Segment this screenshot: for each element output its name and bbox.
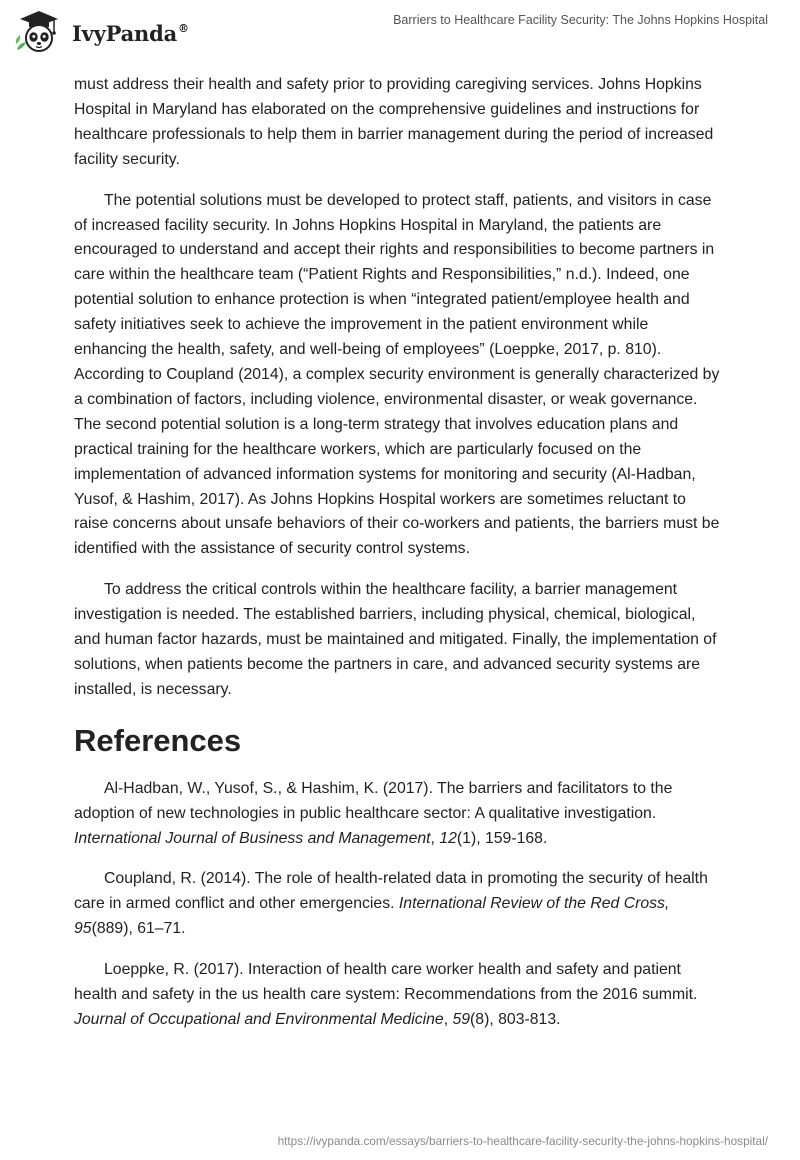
page-header [0,0,800,64]
document-title: Barriers to Healthcare Facility Security: The Johns Hopkins Hospital [393,13,768,27]
ivypanda-logo[interactable] [14,8,189,54]
logo-text: IvyPanda® [72,20,189,46]
source-url-link[interactable]: https://ivypanda.com/essays/barriers-to-healthcare-facility-security-the-johns-hopkins-hospital/ [277,1134,768,1148]
references-heading: References [74,722,242,758]
body-paragraph: must address their health and safety prior to providing caregiving services. Johns Hopkins Hospital in Maryland has elaborated on the comprehensive guidelines and instructions for healthcare professionals to help them in barrier management during the period of increased facility security. [74,76,714,168]
panda-graduate-icon [14,8,64,54]
reference-entry: Al-Hadban, W., Yusof, S., & Hashim, K. (2017). The barriers and facilitators to the adoption of new technologies in public healthcare sector: A qualitative investigation. International Journal of Business and Management, 12(1), 159-168. [74,779,673,847]
reference-entry: Loeppke, R. (2017). Interaction of health care worker health and safety and patient health and safety in the us health care system: Recommendations from the 2016 summit. Journal of Occupational and Environmental Medicine, 59(8), 803-813. [74,961,698,1028]
essay-body [74,73,724,1049]
body-paragraph: The potential solutions must be developed to protect staff, patients, and visitors in case of increased facility security. In Johns Hopkins Hospital in Maryland, the patients are encouraged to understand and accept their rights and responsibilities to become partners in care within the healthcare team (“Patient Rights and Responsibilities,” n.d.). Indeed, one potential solution to enhance protection is when “integrated patient/employee health and safety initiatives seek to achieve the improvement in the patient environment while enhancing the health, safety, and well-being of employees” (Loeppke, 2017, p. 810). According to Coupland (2014), a complex security environment is generally characterized by a combination of factors, including violence, environmental disaster, or weak governance. The second potential solution is a long-term strategy that involves education plans and practical training for the healthcare workers, which are particularly focused on the implementation of advanced information systems for monitoring and security (Al-Hadban, Yusof, & Hashim, 2017). As Johns Hopkins Hospital workers are sometimes reluctant to raise concerns about unsafe behaviors of their co-workers and patients, the barriers must be identified with the assistance of security control systems. [74,191,720,558]
reference-entry: Coupland, R. (2014). The role of health-related data in promoting the security of health care in armed conflict and other emergencies. International Review of the Red Cross, 95(889), 61–71. [74,870,708,938]
body-paragraph: To address the critical controls within the healthcare facility, a barrier management investigation is needed. The established barriers, including physical, chemical, biological, and human factor hazards, must be maintained and mitigated. Finally, the implementation of solutions, when patients become the partners in care, and advanced security systems are installed, is necessary. [74,581,717,698]
